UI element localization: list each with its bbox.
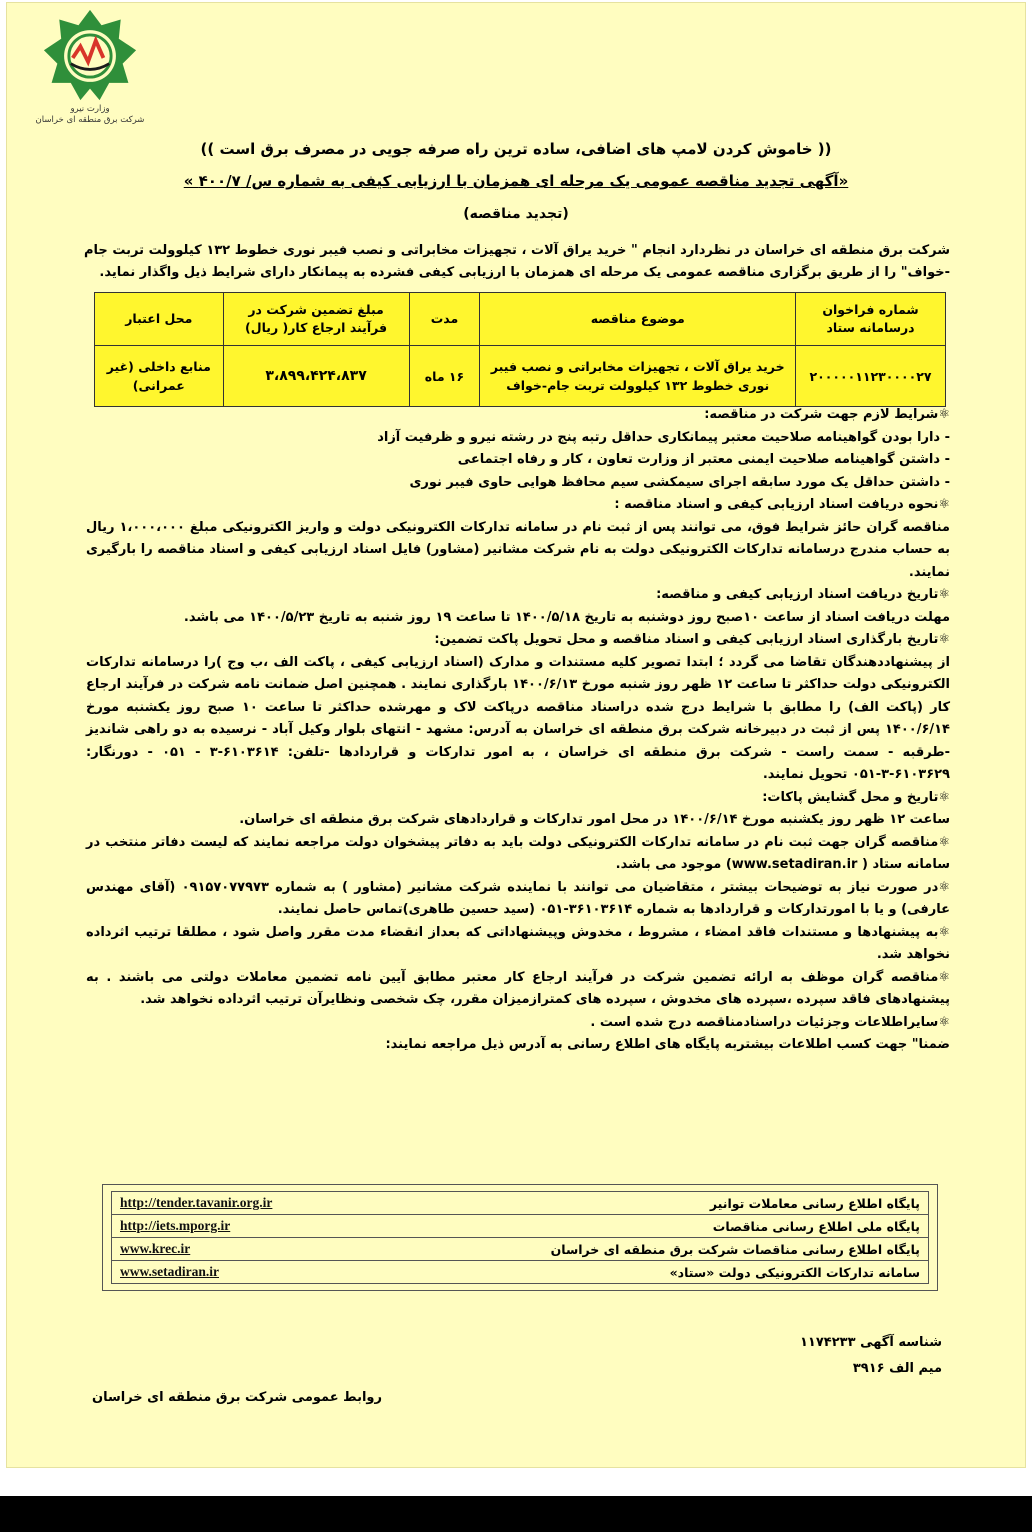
- table-cell: خرید یراق آلات ، تجهیزات مخابراتی و نصب فیبر نوری خطوط ۱۳۲ کیلوولت تربت جام-خواف: [480, 346, 796, 407]
- ad-code: میم الف ۳۹۱۶: [852, 1361, 942, 1376]
- table-cell: ۳،۸۹۹،۴۲۴،۸۳۷: [223, 346, 409, 407]
- link-url[interactable]: http://iets.mporg.ir: [120, 1218, 231, 1233]
- note-item: ⚛مناقصه گران موظف به ارائه تضمین شرکت در فرآیند ارجاع کار معتبر مطابق آیین نامه تضمین معاملات دولتی می باشند . به پیشنهادهای فاقد سپرده ،سپرده های مخدوش ، سپرده های کمترازمیزان مقرر، چک شخصی ونظایرآن ترتیب اثرداده نخواهد شد.: [86, 969, 950, 1007]
- table-cell: منابع داخلی (غیر عمرانی): [95, 346, 224, 407]
- paragraph: مهلت دریافت اسناد از ساعت ۱۰صبح روز دوشنبه به تاریخ ۱۴۰۰/۵/۱۸ تا ساعت ۱۹ روز شنبه به تاریخ ۱۴۰۰/۵/۲۳ می باشد.: [183, 609, 950, 625]
- ad-id: شناسه آگهی ۱۱۷۴۲۳۳: [800, 1335, 942, 1350]
- paragraph: مناقصه گران حائز شرایط فوق، می توانند پس از ثبت نام در سامانه تدارکات الکترونیکی دولت و واریز الکترونیکی مبلغ ۱،۰۰۰،۰۰۰ ریال به حساب مندرج درسامانه تدارکات الکترونیکی دولت به نام شرکت مشانیر (مشاور) فایل اسناد ارزیابی کیفی و اسناد مناقصه را بارگیری نمایند.: [86, 519, 950, 580]
- paragraph: ساعت ۱۲ ظهر روز یکشنبه مورخ ۱۴۰۰/۶/۱۴ در محل امور تدارکات و قراردادهای شرکت برق منطقه ای خراسان.: [239, 812, 950, 827]
- link-label: سامانه تدارکات الکترونیکی دولت «ستاد»: [669, 1264, 920, 1280]
- table-header: موضوع مناقصه: [480, 293, 796, 346]
- condition-item: - داشتن حداقل یک مورد سابقه اجرای سیمکشی سیم محافظ هوایی حاوی فیبر نوری: [409, 474, 950, 490]
- ad-footer: [800, 1330, 942, 1382]
- condition-item: - داشتن گواهینامه صلاحیت ایمنی معتبر از وزارت تعاون ، کار و رفاه اجتماعی: [457, 452, 950, 467]
- section-heading: ⚛تاریخ دریافت اسناد ارزیابی کیفی و مناقصه:: [656, 587, 950, 602]
- link-row: [111, 1261, 929, 1284]
- renewal-label: (تجدید مناقصه): [463, 206, 569, 222]
- table-header: محل اعتبار: [95, 293, 224, 346]
- ad-title: «آگهی تجدید مناقصه عمومی یک مرحله ای همزمان با ارزیابی کیفی به شماره س/ ۴۰۰/۷ »: [183, 172, 849, 190]
- table-header: مدت: [409, 293, 480, 346]
- link-row: [111, 1215, 929, 1238]
- ministry-logo: [32, 8, 148, 136]
- note-item: ⚛مناقصه گران جهت ثبت نام در سامانه تدارکات الکترونیکی دولت باید به دفاتر پیشخوان دولت مراجعه نمایند که لیست دفاتر منتخب در سامانه ستاد ( www.setadiran.ir) موجود می باشد.: [86, 834, 950, 872]
- public-relations-signature: روابط عمومی شرکت برق منطقه ای خراسان: [91, 1390, 382, 1405]
- table-cell: ۱۶ ماه: [409, 346, 480, 407]
- link-url[interactable]: http://tender.tavanir.org.ir: [120, 1195, 273, 1210]
- note-item: ⚛سایراطلاعات وجزئیات دراسنادمناقصه درج شده است .: [590, 1014, 950, 1030]
- table-header: مبلغ تضمین شرکت در فرآیند ارجاع کار( ریال): [223, 293, 409, 346]
- table-header-row: [95, 293, 946, 346]
- section-heading: ⚛نحوه دریافت اسناد ارزیابی کیفی و اسناد مناقصه :: [614, 497, 950, 512]
- bottom-bar: [0, 1496, 1032, 1532]
- announcement-body: [86, 404, 950, 1057]
- info-links-box: [102, 1184, 938, 1291]
- tender-table: [94, 292, 946, 407]
- link-url[interactable]: www.krec.ir: [120, 1241, 191, 1256]
- company-name: شرکت برق منطقه ای خراسان: [35, 115, 145, 125]
- section-heading: ⚛شرایط لازم جهت شرکت در مناقصه:: [704, 407, 950, 422]
- link-label: پایگاه اطلاع رسانی مناقصات شرکت برق منطقه ای خراسان: [550, 1241, 920, 1257]
- tavanir-emblem-icon: [42, 8, 138, 104]
- note-item: ⚛در صورت نیاز به توضیحات بیشتر ، متقاضیان می توانند با نماینده شرکت مشانیر (مشاور ) به شماره ۰۹۱۵۷۰۷۷۹۷۳ (آقای مهندس عارفی) و یا با امورتدارکات و قراردادها به شماره ۳۶۱۰۳۶۱۴-۰۵۱ (سید حسین طاهری)تماس حاصل نمایند.: [86, 879, 950, 917]
- paragraph: ضمنا" جهت کسب اطلاعات بیشتربه پایگاه های اطلاع رسانی به آدرس ذیل مراجعه نمایند:: [385, 1037, 950, 1052]
- link-label: پایگاه اطلاع رسانی معاملات توانیر: [709, 1195, 920, 1211]
- table-row: [95, 346, 946, 407]
- link-row: [111, 1191, 929, 1215]
- condition-item: - دارا بودن گواهینامه صلاحیت معتبر پیمانکاری حداقل رتبه پنج در رشته نیرو و ظرفیت آزاد: [377, 429, 950, 445]
- note-item: ⚛به پیشنهادها و مستندات فاقد امضاء ، مشروط ، مخدوش وپیشنهاداتی که بعداز انقضاء مدت مقرر واصل شود ، مطلقا ترتیب اثرداده نخواهد شد.: [86, 924, 950, 962]
- link-label: پایگاه ملی اطلاع رسانی مناقصات: [712, 1218, 920, 1234]
- table-header: شماره فراخوان درسامانه ستاد: [796, 293, 946, 346]
- link-row: [111, 1238, 929, 1261]
- table-cell: ۲۰۰۰۰۰۱۱۲۳۰۰۰۰۲۷: [796, 346, 946, 407]
- paragraph: از پیشنهاددهندگان تقاضا می گردد ؛ ابتدا تصویر کلیه مستندات و مدارک (اسناد ارزیابی کیفی ، پاکت الف ،ب وج )را درسامانه تدارکات الکترونیکی دولت حداکثر تا ساعت ۱۲ ظهر روز شنبه مورخ ۱۴۰۰/۶/۱۳ بارگذاری نمایند . همچنین اصل ضمانت نامه شرکت در فرآیند ارجاع کار (پاکت الف) را مطابق با شرایط درج شده دراسناد مناقصه درپاکت لاک و مهرشده حداکثر تا ساعت ۱۰ صبح روز یکشنبه مورخ ۱۴۰۰/۶/۱۴ پس از ثبت در دبیرخانه شرکت برق منطقه ای خراسان به آدرس: مشهد - انتهای بلوار وکیل آباد - نرسیده به دو راهی شاندیز -طرقبه - سمت راست - شرکت برق منطقه ای خراسان ، به امور تدارکات و قراردادها -تلفن: ۶۱۰۳۶۱۴-۳ - ۰۵۱ - دورنگار: ۶۱۰۳۶۲۹-۳-۰۵۱ تحویل نمایند.: [86, 654, 951, 782]
- section-heading: ⚛تاریخ و محل گشایش پاکات:: [762, 789, 950, 805]
- link-url[interactable]: www.setadiran.ir: [120, 1264, 219, 1279]
- intro-paragraph: شرکت برق منطقه ای خراسان در نظردارد انجام " خرید یراق آلات ، تجهیزات مخابراتی و نصب فیبر نوری خطوط ۱۳۲ کیلوولت تربت جام -خواف" را از طریق برگزاری مناقصه عمومی یک مرحله ای همزمان با ارزیابی کیفی فشرده به پیمانکار دارای شرایط ذیل واگذار نماید.: [84, 243, 950, 280]
- section-heading: ⚛تاریخ بارگذاری اسناد ارزیابی کیفی و اسناد مناقصه و محل تحویل پاکت تضمین:: [434, 632, 950, 647]
- ministry-name: وزارت نیرو: [70, 104, 110, 114]
- slogan: (( خاموش کردن لامپ های اضافی، ساده ترین راه صرفه جویی در مصرف برق است )): [200, 140, 832, 158]
